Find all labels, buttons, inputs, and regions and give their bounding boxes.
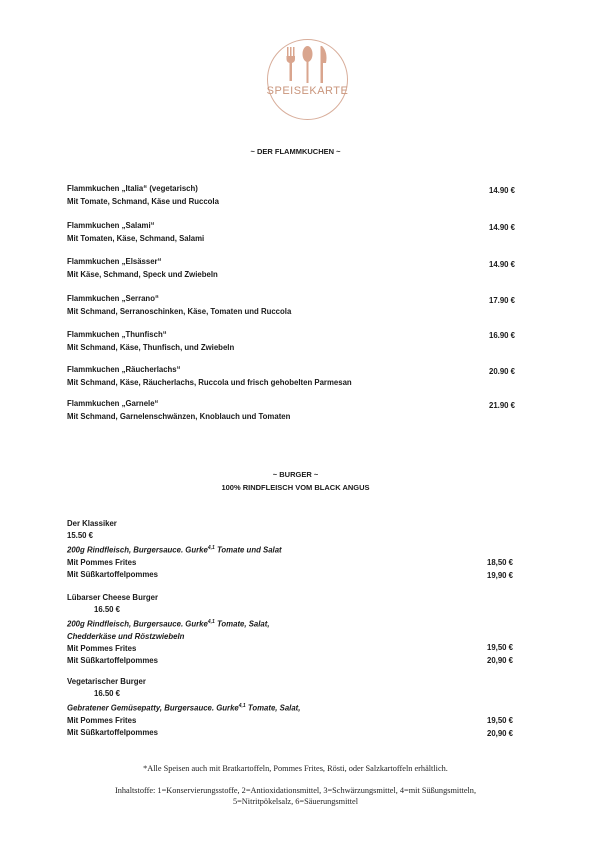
ingredients-line-2: 5=Nitritpökelsalz, 6=Säuerungsmittel [232, 797, 359, 806]
burger-desc-line2: Chedderkäse und Röstzwiebeln [67, 631, 185, 641]
item-desc: Mit Tomate, Schmand, Käse und Ruccola [67, 196, 219, 206]
burger-option: Mit Süßkartoffelpommes [67, 727, 158, 737]
item-price: 14.90 € [488, 186, 515, 195]
item-desc: Mit Schmand, Käse, Räucherlachs, Ruccola und frisch gehobelten Parmesan [67, 377, 352, 387]
item-price: 16.90 € [488, 331, 515, 340]
list-item [67, 220, 204, 245]
ingredients-line-1: Inhaltstoffe: 1=Konservierungsstoffe, 2=Antioxidationsmittel, 3=Schwärzungsmittel, 4=mit Süßungsmitteln, [114, 786, 477, 795]
item-desc: Mit Schmand, Käse, Thunfisch, und Zwiebeln [67, 342, 235, 352]
footnote: *Alle Speisen auch mit Bratkartoffeln, Pommes Frites, Rösti, oder Salzkartoffeln erhältlich. [143, 764, 448, 773]
burger-base-price: 16.50 € [94, 605, 121, 614]
item-price: 17.90 € [488, 296, 515, 305]
list-item [67, 256, 218, 281]
option-price: 20,90 € [486, 656, 513, 665]
burger-option: Mit Pommes Frites [67, 715, 137, 725]
burger-item [67, 518, 282, 581]
logo [265, 37, 350, 122]
option-price: 20,90 € [486, 729, 513, 738]
option-price: 19,50 € [486, 716, 513, 725]
burger-base-price: 15.50 € [67, 531, 94, 540]
flammkuchen-section-title: ~ DER FLAMMKUCHEN ~ [250, 147, 341, 156]
item-price: 14.90 € [488, 223, 515, 232]
item-desc: Mit Schmand, Serranoschinken, Käse, Tomaten und Ruccola [67, 306, 292, 316]
option-price: 18,50 € [486, 558, 513, 567]
burger-item [67, 592, 270, 667]
item-price: 20.90 € [488, 367, 515, 376]
option-price: 19,90 € [486, 571, 513, 580]
item-desc: Mit Käse, Schmand, Speck und Zwiebeln [67, 269, 218, 279]
item-name: Flammkuchen „Italia“ (vegetarisch) [67, 184, 198, 193]
item-price: 21.90 € [488, 401, 515, 410]
burger-section-title: ~ BURGER ~ [272, 470, 319, 479]
list-item [67, 293, 291, 318]
list-item [67, 364, 352, 389]
list-item [67, 329, 234, 354]
item-name: Flammkuchen „Thunfisch“ [67, 330, 167, 339]
item-name: Flammkuchen „Räucherlachs“ [67, 365, 181, 374]
item-name: Flammkuchen „Salami“ [67, 221, 155, 230]
item-name: Flammkuchen „Garnele“ [67, 399, 159, 408]
burger-base-price: 16.50 € [94, 689, 121, 698]
burger-name: Der Klassiker [67, 519, 117, 528]
option-price: 19,50 € [486, 643, 513, 652]
burger-desc: 200g Rindfleisch, Burgersauce. Gurke$^{4,1}$ Tomate, Salat, [67, 619, 270, 629]
burger-option: Mit Pommes Frites [67, 557, 137, 567]
burger-option: Mit Pommes Frites [67, 643, 137, 653]
burger-name: Lübarser Cheese Burger [67, 593, 158, 602]
burger-desc: 200g Rindfleisch, Burgersauce. Gurke$^{4,1}$ Tomate und Salat [67, 545, 282, 555]
cutlery-icon [265, 37, 350, 122]
menu-title: SPEISEKARTE [266, 85, 349, 97]
burger-section-subtitle: 100% RINDFLEISCH VOM BLACK ANGUS [221, 483, 370, 492]
burger-desc: Gebratener Gemüsepatty, Burgersauce. Gurke$^{4,1}$ Tomate, Salat, [67, 703, 301, 713]
list-item [67, 398, 290, 423]
item-name: Flammkuchen „Serrano“ [67, 294, 159, 303]
burger-option: Mit Süßkartoffelpommes [67, 569, 158, 579]
list-item [67, 183, 219, 208]
item-name: Flammkuchen „Elsässer“ [67, 257, 162, 266]
burger-item [67, 676, 300, 739]
item-price: 14.90 € [488, 260, 515, 269]
burger-option: Mit Süßkartoffelpommes [67, 655, 158, 665]
item-desc: Mit Tomaten, Käse, Schmand, Salami [67, 233, 205, 243]
burger-name: Vegetarischer Burger [67, 677, 146, 686]
item-desc: Mit Schmand, Garnelenschwänzen, Knoblauch und Tomaten [67, 411, 291, 421]
